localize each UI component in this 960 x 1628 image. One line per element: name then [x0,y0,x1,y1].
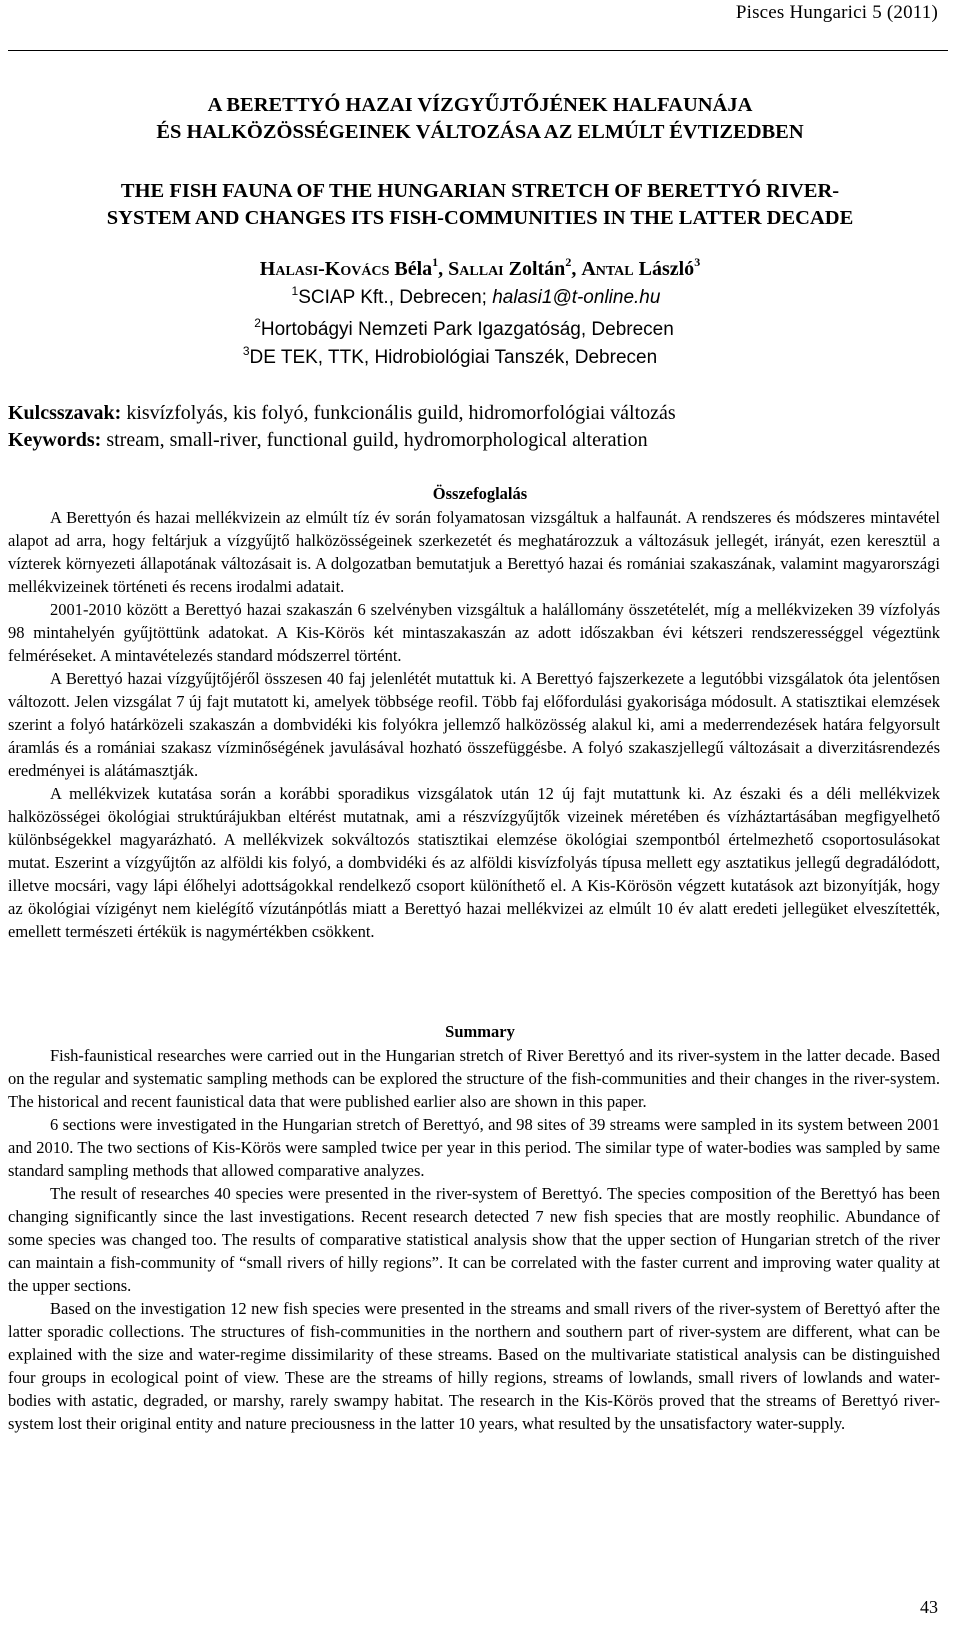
summary-en-paragraph: The result of researches 40 species were presented in the river-system of Berettyó. The species composition of the Berettyó has been changing significantly since the last investigations. Recent research detected 7 new fish species that are mostly reophilic. Abundance of some species was changed too. The results of comparative statistical analysis show that the upper section of Hungarian stretch of the river can maintain a fish-community of “small rivers of hilly regions”. It can be correlated with the faster current and improving water quality at the upper sections. [8,1184,940,1295]
title-en-line-2: SYSTEM AND CHANGES ITS FISH-COMMUNITIES IN THE LATTER DECADE [106,207,854,229]
author-1-affil-num: 1 [432,255,439,269]
summary-hu-body [8,506,940,943]
affiliation-1-num: 1 [291,284,299,298]
summary-hu-heading: Összefoglalás [432,484,528,503]
title-hu-line-1: A BERETTYÓ HAZAI VÍZGYŰJTŐJÉNEK HALFAUNÁJA [207,94,753,116]
keywords-en-text: stream, small-river, functional guild, hydromorphological alteration [101,429,648,451]
author-1-given: Béla [394,258,433,280]
title-en-line-1: THE FISH FAUNA OF THE HUNGARIAN STRETCH OF BERETTYÓ RIVER- [120,180,840,202]
author-3-given: László [638,258,695,280]
author-list: Halasi-Kovács Béla$^1$, Sallai Zoltán$^2$, Antal László$^3$ [259,255,701,280]
summary-hu-paragraph: 2001-2010 között a Berettyó hazai szakaszán 6 szelvényben vizsgáltuk a halállomány összetételét, míg a mellékvizeken 39 vízfolyás 98 mintahelyén gyűjtöttünk adatokat. A Kis-Körös két mintaszakaszán az adott időszakban évi kétszeri rendszerességgel végeztünk felméréseket. A mintavételezés standard módszerrel történt. [8,600,940,665]
summary-hu-paragraph: A Berettyón és hazai mellékvizein az elmúlt tíz év során folyamatosan vizsgáltuk a halfaunát. A rendszeres és módszeres mintavétel alapot ad arra, hogy feltárjuk a vízgyűjtő halközösségeinek szerkezetét és meghatározzuk a változásuk jellegét, irányát, ezen keresztül a vízterek környezeti állapotának változásait is. A dolgozatban bemutatjuk a Berettyó hazai és romániai szakaszának, valamint magyarországi mellékvizeinek történeti és recens irodalmi adatait. [8,508,940,596]
author-email-link[interactable]: halasi1@t-online.hu [492,287,661,308]
affiliation-2-text: Hortobágyi Nemzeti Park Igazgatóság, Debrecen [260,319,674,340]
affiliation-3-num: 3 [242,344,250,358]
affiliation-1 [0,286,956,310]
summary-en-heading: Summary [445,1022,515,1041]
title-hungarian [0,92,960,146]
affiliation-2 [0,318,944,342]
page-number: 43 [920,1597,938,1617]
author-1-surname: Halasi-Kovács [259,258,390,280]
author-2-surname: Sallai [448,258,504,280]
keywords-hu-text: kisvízfolyás, kis folyó, funkcionális guild, hidromorfológiai változás [121,402,676,424]
keywords-hungarian [8,402,948,425]
affiliation-3-text: DE TEK, TTK, Hidrobiológiai Tanszék, Debrecen [249,347,658,368]
affiliation-2-num: 2 [254,316,261,330]
title-english [0,178,960,232]
author-3-surname: Antal [581,258,634,280]
title-hu-line-2: ÉS HALKÖZÖSSÉGEINEK VÁLTOZÁSA AZ ELMÚLT ÉVTIZEDBEN [156,121,804,143]
keywords-english [8,429,948,452]
affiliation-1-text: SCIAP Kft., Debrecen; [298,287,493,308]
summary-en-paragraph: Based on the investigation 12 new fish species were presented in the streams and small rivers of the river-system of Berettyó after the latter sporadic collections. The structures of fish-communities in the northern and southern part of river-system are different, what can be explained with the size and water-regime dissimilarity of these streams. Based on the multivariate statistical analysis can be distinguished four groups in ecological point of view. These are the streams of hilly regions, streams of lowlands, small rivers of lowlands and water-bodies with astatic, degraded, or marshy, rarely swampy habitat. The research in the Kis-Körös proved that the streams of Berettyó river-system lost their original entity and nature preciousness in the latter 10 years, what resulted by the unsatisfactory water-supply. [8,1299,940,1433]
running-header: Pisces Hungarici 5 (2011) [735,2,938,23]
author-2-affil-num: 2 [565,255,572,269]
affiliation-3 [0,346,930,370]
keywords-en-label: Keywords: [8,429,102,451]
summary-en-paragraph: Fish-faunistical researches were carried out in the Hungarian stretch of River Berettyó and its river-system in the latter decade. Based on the regular and systematic sampling methods can be explored the structure of the fish-communities and their changes in the river-system. The historical and recent faunistical data that were published earlier also are shown in this paper. [8,1046,940,1111]
author-3-affil-num: 3 [694,255,701,269]
header-rule [8,50,948,51]
summary-hu-paragraph: A mellékvizek kutatása során a korábbi sporadikus vizsgálatok után 12 új fajt mutattunk ki. Az északi és a déli mellékvizek halközösségei ökológiai struktúrájukban eltérést mutatnak, ami a részvízgyűjtők vizeinek méretében és vízháztartásában megfigyelhető különbségekkel magyarázható. A mellékvizek sokváltozós statisztikai elemzése ökológiai szempontból értelmezhető csoportosulásokat mutat. Eszerint a vízgyűjtőn az alföldi kis folyó, a dombvidéki és az alföldi kisvízfolyás típusa mellett egy asztatikus jellegű degradálódott, illetve mocsári, vagy lápi élőhelyi adottságokkal rendelkező csoport különíthető el. A Kis-Körösön végzett kutatások azt bizonyítják, hogy az ökológiai vízigényt nem kielégítő vízutánpótlás miatt a Berettyó hazai mellékvizei az elmúlt 10 év alatt eredeti jellegüket elveszítették, emellett természeti értékük is nagymértékben csökkent. [8,784,940,941]
summary-en-paragraph: 6 sections were investigated in the Hungarian stretch of Berettyó, and 98 sites of 39 streams were sampled in its system between 2001 and 2010. The two sections of Kis-Körös were sampled twice per year in this period. The similar type of water-bodies was sampled by same standard sampling methods that allowed comparative analyzes. [8,1115,940,1180]
keywords-hu-label: Kulcsszavak: [8,402,122,424]
summary-en-body [8,1044,940,1435]
summary-hu-paragraph: A Berettyó hazai vízgyűjtőjéről összesen 40 faj jelenlétét mutattuk ki. A Berettyó fajszerkezete a legutóbbi vizsgálatok óta jelentősen változott. Jelen vizsgálat 7 új fajt mutatott ki, amelyek többsége reofil. Több faj előfordulási gyakorisága módosult. A statisztikai elemzések szerint a folyó határközeli szakaszán a dombvidéki kis folyókra jellemző halközösség alakul ki, ami a mederrendezések határa felgyorsult áramlás és a romániai szakasz vízminőségének javulásával hozható összefüggésbe. A folyó szakaszjellegű változásait a diverzitásrendezés eredményei is alátámasztják. [8,669,940,780]
author-2-given: Zoltán [508,258,566,280]
